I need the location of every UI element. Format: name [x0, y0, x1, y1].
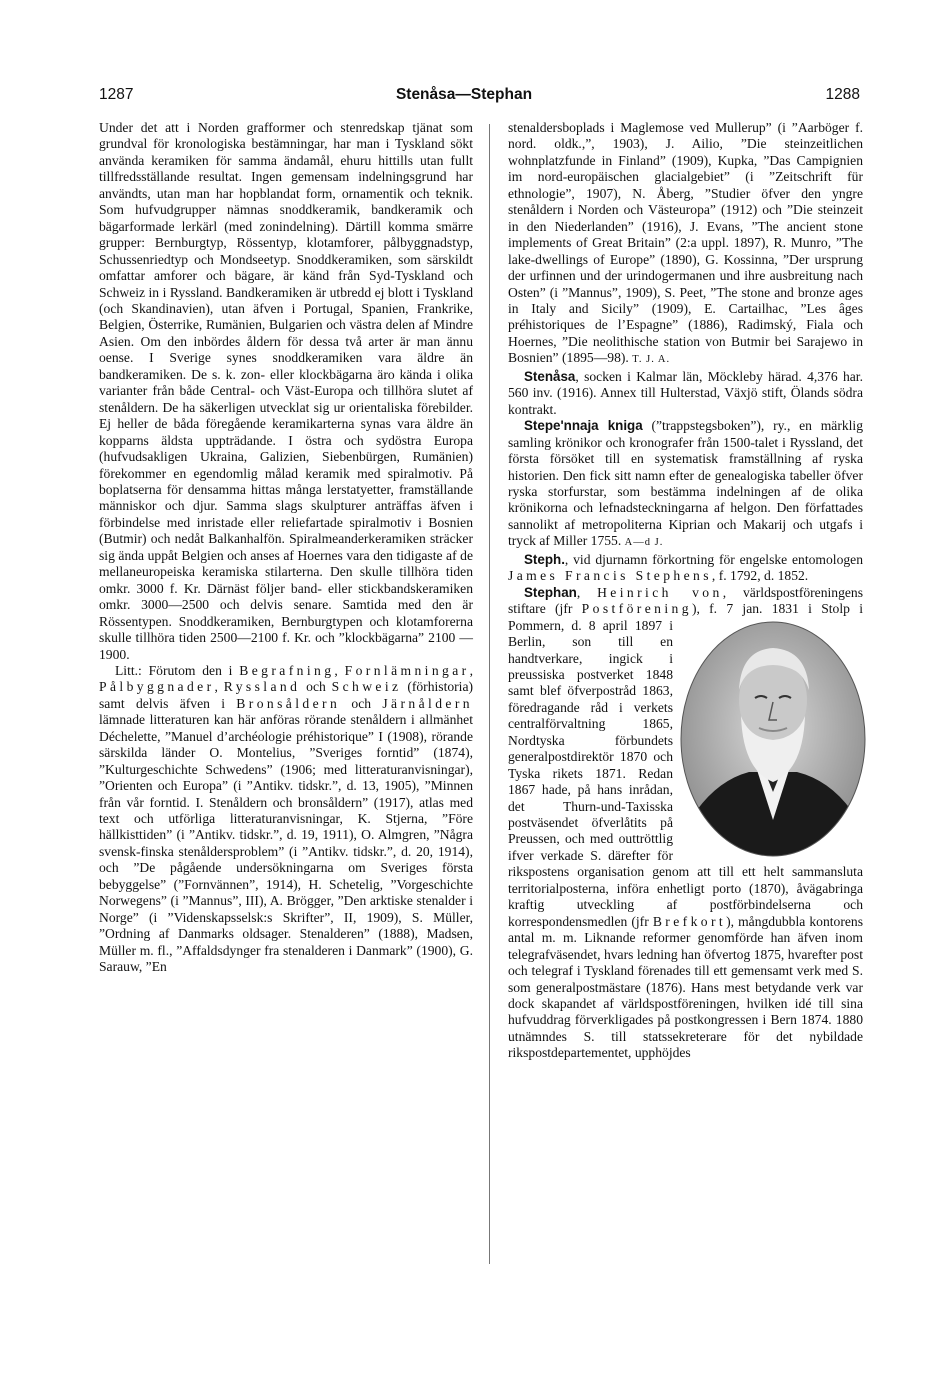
entry-stepennaja-kniga [508, 418, 863, 552]
cross-reference: Postförening [581, 601, 692, 617]
entry-text: , socken i Kalmar län, Möckleby härad. 4,376 har. 560 inv. (1916). Annex till Hulterstad, Växjö stift, Ölands södra kontrakt. [508, 368, 863, 417]
literature-continuation [508, 120, 863, 369]
entry-text: ), f. 7 jan. 1831 i Stolp i Pommern, d. 8 april 1897 i Berlin, son till en handtverkare, ingick i preussiska postverket 1848 samt blef öfverpostråd 1863, föredragande råd i verkets centralförvaltning 1865, Nordtyska förbundets generalpostdirektör 1870 och Tyska rikets 1871. Redan 1867 hade, på hans inrådan, det Thurn-und-Taxisska postväsendet öfverlåtits på Preussen, och med outtröttlig ifver verkade S. därefter för rikspostens organisation genom att till ett helt sammansluta territorialposterna, införa enhetligt porto (1870), åvägabringa kraftig utveckling af postförbindelserna och korrespondensmedlen (jfr [508, 601, 863, 929]
portrait-engraving [679, 620, 867, 858]
literature-paragraph [99, 663, 473, 976]
text-run: , [469, 662, 474, 678]
page-number-left: 1287 [99, 86, 134, 103]
entry-headword: Stenåsa [524, 368, 576, 384]
entry-headword: Stepe'nnaja kniga [524, 418, 643, 434]
cross-reference: Pålbyggnader [99, 679, 215, 695]
text-run: , [214, 679, 224, 695]
cross-reference: Bronsåldern [236, 695, 341, 711]
cross-reference: Järnåldern [382, 695, 473, 711]
column-divider [489, 124, 490, 1264]
page-number-right: 1288 [825, 86, 860, 103]
entry-headword: Steph. [524, 551, 565, 567]
entry-text: , [576, 584, 598, 600]
text-run: Litt.: Förutom den i [115, 662, 240, 678]
right-column [508, 120, 863, 1062]
entry-steph [508, 552, 863, 585]
entry-stephan [508, 585, 863, 1062]
article-continuation: Under det att i Norden grafformer och stenredskap tjänat som grundval för kronologiska bestämningar, har man i Tyskland sökt använda keramiken för samma ändamål, ehuru hittills utan fullt tillfredsställande resultat. Ingen gemensam indelningsgrund har användts, utan man har hopblandat form, ornamentik och teknik. Som hufvudgrupper nämnas snoddkeramik, bandkeramik och bägarformade lerkärl (med zonindelning). Därtill komma smärre grupper: Bernburgtyp, Rössentyp, klotamforer, pålbyggnadstyp, Schussenriedtyp och Mondseetyp. Snoddkeramiken, som särskildt omfattar amforer och bägare, är känd från Syd-Tyskland och Schweiz in i Ryssland. Bandkeramiken är utbredd ej blott i Tyskland (och Skandinavien), utan äfven i Portugal, Spanien, Frankrike, Belgien, Österrike, Rumänien, Bulgarien och västra delen af Mindre Asien. Om den inbördes åldern för dessa två arter är man ännu oense. I Sverige synes snoddkeramiken vara äldre än bandkeramiken. De s. k. zon- eller klockbägarna äro kända i olika varianter från både Central- och Väst-Europa och tillhöra slutet af stenåldern. De ha säkerligen utvecklat sig ur orientaliska förebilder. Ej heller de båda föregående keramikarterna synas vara äldre än kopparns äldsta uppträdande. I östra och sydöstra Europa (hufvudsakligen Ukraina, Galizien, Siebenbürgen, Rumänien) förekommer en egendomlig målad keramik med spiralmotiv. På boplatserna för densamma hittas många lerstatyetter, framställande människor och djur. Samma slags skulpturer anträffas äfven i förbindelse med inristade eller reliefartade spiralmotiv i Bosnien (Butmir) och nedåt Balkanhalfön. Spiralmeanderkeramiken sträcker sig ända uppåt Belgien och anses af Hoernes vara den tidigaste af de mellaneuropeiska keramiska stilarterna. Den skulle tillhöra tiden omkr. 3000 f. Kr. Därnäst följer band- eller stickbandskeramiken omkr. 3000—2500 och delvis senare. Samtida med den är Rössentypen. Snoddkeramiken, Bernburgtypen och klotamforerna skulle tillhöra tiden 2500—2100 f. Kr. och ”klockbägarna” 2100 —1900. [99, 120, 473, 662]
text-run: stenaldersboplads i Maglemose ved Mullerup” (i ”Aarböger f. nord. oldk.,”, 1903), J. Ailio, ”Die steinzeitlichen wohnplatzfunde in Finland” (1909), Kupka, ”Das Campignien im nord-europäischen glacialgebiet” (i ”Zeitschrift für ethnologie”, 1907), N. Åberg, ”Studier öfver den yngre stenåldern i Norden och Västeuropa” (1912) och ”Die steinzeit in den Niederlanden” (1916), J. Evans, ”The ancient stone implements of Great Britain” (2:a uppl. 1897), R. Munro, ”The lake-dwellings of Europe” (1890), G. Kossinna, ”Der ursprung der urfinnen und der urindogermanen und ihre ausbreitung nach Osten” (i ”Mannus”, 1909), S. Peet, ”The stone and bronze ages in Italy and Sicily” (1909), E. Cartailhac, ”Les âges préhistoriques de l’Espagne” (1886), Radimský, Fiala och Hoernes, ”Die neolithische station von Butmir bei Sarajewo in Bosnien” (1895—98). [508, 120, 863, 366]
entry-text: (”trappstegsboken”), ry., en märklig samling krönikor och kronografer från 1500-talet i Ryssland, det första försöket till en systematisk framställning af ryska historien. Den fick sitt namn efter de genealogiska tabeller öfver ryska storfurstar, som bestämma indelningen af de olika krönikorna och lefnadsteckningarna af helgon. Den författades sannolikt af metropoliterna Kiprian och Makarij och utgafs i tryck af Miller 1755. [508, 418, 863, 549]
cross-reference: Fornlämningar [344, 662, 470, 678]
cross-reference: Begrafning [239, 662, 335, 678]
author-signature: T. J. A. [632, 354, 671, 366]
left-column [99, 120, 473, 976]
person-name: Heinrich von [597, 584, 723, 600]
running-title: Stenåsa—Stephan [395, 86, 533, 103]
entry-stenasa [508, 369, 863, 418]
entry-headword: Stephan [524, 584, 577, 600]
cross-reference: Ryssland [223, 679, 301, 695]
text-run: lämnade litteraturen kan här anföras rörande stenåldern i allmänhet Déchelette, ”Manuel d’archéologie préhistorique” I (1908), rörande särskilda länder O. Montelius, ”Sveriges forntid” (1874), ”Kulturgeschichte Schwedens” (1906; med litteraturanvisningar), ”Orienten och Europa” (i ”Antikv. tidskr.”, d. 13, 1905), ”Minnen från vår forntid. I. Stenåldern och bronsåldern” (1917), atlas med text och utförliga litteraturanvisningar, K. Stjerna, ”Före hällkisttiden” (i ”Antikv. tidskr.”, d. 19, 1911), O. Almgren, ”Några svensk-finska stenåldersproblem” (i ”Antikv. tidskr.”, d. 20, 1914), och ”De pågående undersökningarna om Sveriges första bebyggelse” (”Fornvännen”, 1914), H. Schetelig, ”Vorgeschichte Norwegens” (i ”Mannus”, III), A. Brögger, ”Den arktiske stenalder i Norge” (i ”Videnskapsselsk:s Skrifter”, II, 1909), S. Müller, ”Ordning af Danmarks oldsager. Stenalderen” (1888), Madsen, Müller m. fl., ”Affaldsdynger fra stenalderen i Danmark” (1900), G. Sarauw, ”En [99, 712, 473, 975]
text-run: , [334, 662, 345, 678]
person-name: James Francis Stephens [508, 568, 712, 584]
text-run: (förhistoria) samt delvis äfven i [99, 679, 474, 711]
entry-text: , världspostföreningens stiftare (jfr [508, 584, 863, 617]
cross-reference: Schweiz [331, 679, 402, 695]
text-run: och [340, 695, 383, 711]
entry-text: ), mångdubbla kontorens antal m. m. Liknande reformer genomförde han äfven inom telegrafväsendet, hvars ledning han öfvertog 1875, hvarefter post och telegraf i Tyskland förenades till ett gemensamt verk med S. som generalpostmästare (1876). Hans mest betydande verk var dock skapandet af världspostföreningen, hvilken idé till sina hufvuddrag förverkligades på postkongressen i Bern 1874. 1880 utnämndes S. till statssekreterare för det nybildade rikspostdepartementet, upphöjdes [508, 913, 863, 1061]
cross-reference: Brefkort [652, 913, 727, 929]
entry-text: , vid djurnamn förkortning för engelske entomologen [564, 551, 863, 567]
portrait-image [679, 620, 867, 858]
entry-text: , f. 1792, d. 1852. [711, 568, 809, 584]
page-header [0, 86, 928, 108]
text-run: och [300, 679, 332, 695]
author-signature: A—d J. [624, 537, 664, 549]
